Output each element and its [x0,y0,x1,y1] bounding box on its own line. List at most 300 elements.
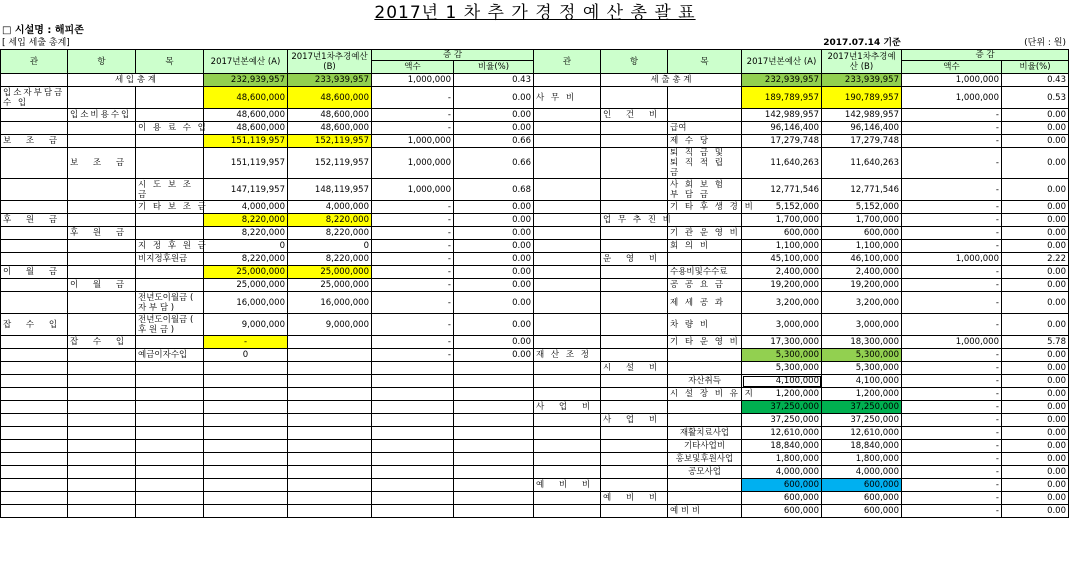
table-row [1,179,1069,201]
table-cell: 0.00 [1002,240,1069,253]
table-cell: 9,000,000 [288,314,372,336]
table-cell [601,440,668,453]
table-cell [1,349,68,362]
table-cell: 0.00 [1002,505,1069,518]
table-cell [534,279,601,292]
table-cell: 이 월 금 [1,266,68,279]
table-cell: 전년도이월금 ( 후 원 금 ) [136,314,204,336]
table-cell: 보 조 금 [1,135,68,148]
table-cell [68,122,136,135]
table-cell: 자산취득 [668,375,742,388]
table-cell: 이 용 료 수 입 [136,122,204,135]
table-cell [204,401,288,414]
table-cell: 0.66 [454,148,534,179]
table-cell: 1,100,000 [822,240,902,253]
table-cell [454,388,534,401]
table-cell [601,279,668,292]
table-cell: 이 월 금 [68,279,136,292]
table-cell [1,253,68,266]
table-cell [204,492,288,505]
table-cell: 0.53 [1002,87,1069,109]
table-cell [534,122,601,135]
table-cell [372,466,454,479]
table-cell: 퇴 직 금 및 퇴 직 적 립 금 [668,148,742,179]
table-cell: 1,100,000 [742,240,822,253]
table-cell: 5,300,000 [822,362,902,375]
table-cell: 1,800,000 [822,453,902,466]
table-cell [534,148,601,179]
table-cell [372,427,454,440]
table-cell [68,466,136,479]
table-cell: 0.00 [1002,292,1069,314]
table-cell: - [902,179,1002,201]
table-cell: - [902,148,1002,179]
table-cell: 25,000,000 [204,266,288,279]
table-cell [288,479,372,492]
table-cell: 운 영 비 [601,253,668,266]
table-cell: - [902,349,1002,362]
table-cell: - [372,292,454,314]
table-cell: 600,000 [742,227,822,240]
table-row [1,414,1069,427]
header-mok: 목 [668,50,742,74]
table-cell [136,388,204,401]
table-cell: 0.00 [1002,375,1069,388]
table-cell [372,453,454,466]
header-gwan: 관 [534,50,601,74]
header-mok: 목 [136,50,204,74]
table-cell [1,279,68,292]
table-cell: 0.00 [454,292,534,314]
table-cell [288,414,372,427]
table-cell [372,505,454,518]
header-ratio: 비율(%) [454,61,534,74]
table-cell: 147,119,957 [204,179,288,201]
table-cell: 지 정 후 원 금 [136,240,204,253]
table-cell [68,214,136,227]
table-cell: 8,220,000 [204,253,288,266]
table-cell [1,388,68,401]
table-cell: 600,000 [822,227,902,240]
table-cell: 0 [204,349,288,362]
table-cell [601,375,668,388]
table-cell [1,240,68,253]
table-row [1,227,1069,240]
table-cell [534,453,601,466]
table-cell: 8,220,000 [288,253,372,266]
table-cell: 0.00 [1002,362,1069,375]
table-cell [534,375,601,388]
table-cell: 0.00 [454,266,534,279]
table-cell [68,401,136,414]
table-cell: 25,000,000 [288,266,372,279]
table-cell [601,179,668,201]
table-cell: 8,220,000 [288,227,372,240]
table-cell [454,375,534,388]
table-cell: 잡 수 입 [68,336,136,349]
table-cell [668,349,742,362]
table-cell: 0.00 [454,253,534,266]
table-cell [534,109,601,122]
table-cell: 1,200,000 [822,388,902,401]
table-cell: 기 타 보 조 금 [136,201,204,214]
table-cell [68,479,136,492]
table-cell: - [902,427,1002,440]
table-cell: 4,000,000 [288,201,372,214]
table-cell [668,109,742,122]
table-row [1,427,1069,440]
table-cell: - [902,201,1002,214]
table-cell: 예 비 비 [601,492,668,505]
table-cell: 0.00 [1002,453,1069,466]
table-cell [68,87,136,109]
table-cell: 0.00 [1002,201,1069,214]
header-hang: 항 [68,50,136,74]
table-cell [668,253,742,266]
table-cell: 제 수 당 [668,135,742,148]
table-cell [372,375,454,388]
table-cell: 0.00 [1002,179,1069,201]
table-cell: 4,000,000 [204,201,288,214]
table-cell: - [902,401,1002,414]
table-cell [668,492,742,505]
table-cell [1,201,68,214]
table-cell: - [372,253,454,266]
table-cell: 0.00 [1002,314,1069,336]
table-cell: 232,939,957 [204,74,288,87]
table-cell: 사 무 비 [534,87,601,109]
table-cell [136,427,204,440]
table-cell [534,414,601,427]
table-cell: 232,939,957 [742,74,822,87]
header-revised-budget: 2017년1차추경예산 (B) [288,50,372,74]
table-cell [601,505,668,518]
table-cell [68,266,136,279]
table-row [1,74,1069,87]
table-cell [288,336,372,349]
table-cell [601,427,668,440]
table-cell [601,479,668,492]
table-cell: 0.00 [1002,349,1069,362]
table-cell [68,388,136,401]
table-cell [601,201,668,214]
table-subtitle: [ 세입 세출 총계] [2,38,70,48]
table-cell [1,505,68,518]
table-cell [454,427,534,440]
table-cell: 예 비 비 [534,479,601,492]
table-cell: 37,250,000 [742,401,822,414]
table-cell: - [372,279,454,292]
table-cell [136,440,204,453]
table-cell: 96,146,400 [742,122,822,135]
table-cell [136,362,204,375]
document-title: 2017년 1 차 추 가 경 정 예 산 총 괄 표 [374,3,696,23]
table-cell: - [902,466,1002,479]
table-cell: 1,000,000 [372,135,454,148]
table-cell [601,227,668,240]
table-row [1,109,1069,122]
table-cell: - [372,349,454,362]
table-row [1,240,1069,253]
table-cell: 기타사업비 [668,440,742,453]
table-cell [68,292,136,314]
table-cell: 0.00 [1002,388,1069,401]
table-cell [601,87,668,109]
table-cell: - [372,122,454,135]
table-cell: 1,000,000 [902,74,1002,87]
table-cell: 기 관 운 영 비 [668,227,742,240]
table-cell: 1,000,000 [372,148,454,179]
table-cell: 보 조 금 [68,148,136,179]
table-cell [668,214,742,227]
table-cell: 8,220,000 [204,214,288,227]
table-cell: 기 타 운 영 비 [668,336,742,349]
table-row [1,453,1069,466]
table-cell: - [372,227,454,240]
table-cell: 0.00 [454,240,534,253]
table-cell: 48,600,000 [204,122,288,135]
table-row [1,122,1069,135]
table-cell: 9,000,000 [204,314,288,336]
table-cell: 151,119,957 [204,148,288,179]
table-row [1,349,1069,362]
table-cell: 48,600,000 [204,87,288,109]
table-cell [534,492,601,505]
table-cell [288,401,372,414]
table-cell: 233,939,957 [288,74,372,87]
table-cell: 46,100,000 [822,253,902,266]
table-row [1,362,1069,375]
table-cell [68,440,136,453]
table-row [1,479,1069,492]
table-cell: 5.78 [1002,336,1069,349]
table-cell: - [902,109,1002,122]
table-cell [68,362,136,375]
table-cell: 152,119,957 [288,148,372,179]
table-cell [288,453,372,466]
table-cell: 예 비 비 [668,505,742,518]
table-cell: - [902,479,1002,492]
table-cell [601,349,668,362]
table-cell: - [372,314,454,336]
table-cell [68,314,136,336]
table-cell: 0.43 [1002,74,1069,87]
table-cell [68,135,136,148]
table-cell [372,492,454,505]
table-cell [68,375,136,388]
table-cell: 전년도이월금 ( 자 부 담 ) [136,292,204,314]
table-cell: - [372,240,454,253]
table-cell [534,135,601,148]
table-cell [534,314,601,336]
table-cell [204,427,288,440]
table-cell [288,349,372,362]
table-cell: 142,989,957 [742,109,822,122]
table-cell: 233,939,957 [822,74,902,87]
table-cell [68,492,136,505]
table-cell: 1,000,000 [902,87,1002,109]
table-cell: 0.43 [454,74,534,87]
table-cell: 0.66 [454,135,534,148]
table-cell: 0.00 [1002,427,1069,440]
table-cell: 후 원 금 [1,214,68,227]
table-cell: 1,200,000 [742,388,822,401]
table-cell: 600,000 [742,492,822,505]
table-row [1,292,1069,314]
table-cell: 0.00 [454,314,534,336]
table-cell [136,401,204,414]
header-ratio: 비율(%) [1002,61,1069,74]
table-cell [1,492,68,505]
table-cell: 17,279,748 [822,135,902,148]
table-cell [1,148,68,179]
table-cell [136,466,204,479]
table-cell: 37,250,000 [822,414,902,427]
header-amount: 액수 [902,61,1002,74]
table-cell [534,240,601,253]
table-cell [136,227,204,240]
table-cell [534,227,601,240]
table-cell [668,362,742,375]
table-cell: - [372,201,454,214]
header-change: 증 감 [372,50,534,61]
table-cell: 0.00 [454,227,534,240]
table-cell: 재 산 조 정 [534,349,601,362]
table-cell: 12,771,546 [822,179,902,201]
table-cell: 공모사업 [668,466,742,479]
table-cell: - [902,292,1002,314]
table-cell: - [372,266,454,279]
table-cell [288,440,372,453]
table-cell [454,362,534,375]
table-cell: 회 의 비 [668,240,742,253]
table-cell [1,401,68,414]
header-base-budget: 2017년본예산 (A) [742,50,822,74]
table-cell: 18,840,000 [822,440,902,453]
table-cell: 입소자부담금수 입 [1,87,68,109]
table-row [1,214,1069,227]
table-cell: 0.00 [454,87,534,109]
table-cell [601,135,668,148]
table-cell [534,427,601,440]
table-row [1,87,1069,109]
table-cell: 0.00 [1002,135,1069,148]
table-cell [534,336,601,349]
table-cell [204,362,288,375]
table-cell [204,505,288,518]
table-cell: 사 업 비 [601,414,668,427]
table-cell: 업 무 추 진 비 [601,214,668,227]
table-cell: - [372,336,454,349]
table-cell: 수용비및수수료 [668,266,742,279]
table-cell [534,362,601,375]
table-cell: 비지정후원금 [136,253,204,266]
table-cell: 600,000 [742,505,822,518]
table-cell: - [902,279,1002,292]
table-cell: 1,700,000 [742,214,822,227]
table-cell [204,440,288,453]
table-cell: 공 공 요 금 [668,279,742,292]
table-cell: 190,789,957 [822,87,902,109]
header-base-budget: 2017년본예산 (A) [204,50,288,74]
table-cell [288,427,372,440]
table-cell [68,427,136,440]
table-cell: 시 설 장 비 유 지 [668,388,742,401]
table-cell [534,388,601,401]
table-cell [136,135,204,148]
table-row [1,148,1069,179]
table-cell [372,479,454,492]
budget-rows [1,74,1069,518]
header-amount: 액수 [372,61,454,74]
table-cell: 사 업 비 [534,401,601,414]
table-cell [1,427,68,440]
table-cell [534,466,601,479]
table-cell [68,349,136,362]
table-cell [136,279,204,292]
table-row [1,253,1069,266]
table-cell: 16,000,000 [288,292,372,314]
table-cell: 8,220,000 [204,227,288,240]
table-cell [1,362,68,375]
table-cell [534,74,601,87]
table-cell [1,453,68,466]
table-cell [68,253,136,266]
table-cell [534,440,601,453]
table-cell: 48,600,000 [288,122,372,135]
table-cell [372,401,454,414]
table-cell [136,414,204,427]
table-cell: 0.00 [1002,214,1069,227]
table-cell: - [902,388,1002,401]
table-cell [1,179,68,201]
table-cell [601,314,668,336]
table-cell [68,453,136,466]
table-cell: 12,771,546 [742,179,822,201]
table-cell: 96,146,400 [822,122,902,135]
table-cell: 19,200,000 [742,279,822,292]
table-cell: 48,600,000 [204,109,288,122]
table-cell: 142,989,957 [822,109,902,122]
table-cell: 25,000,000 [204,279,288,292]
table-cell: 1,000,000 [372,74,454,87]
table-cell: 0.68 [454,179,534,201]
table-cell [68,179,136,201]
table-cell: 600,000 [742,479,822,492]
table-cell: 0.00 [1002,148,1069,179]
table-cell [454,479,534,492]
table-cell [601,401,668,414]
table-cell: 19,200,000 [822,279,902,292]
table-cell [534,266,601,279]
table-cell: 3,200,000 [822,292,902,314]
table-row [1,266,1069,279]
table-cell [1,336,68,349]
table-cell [136,479,204,492]
table-cell: - [902,375,1002,388]
table-cell: 사 회 보 험 부 담 금 [668,179,742,201]
facility-name: □ 시설명 : 해피존 [2,25,84,36]
table-cell: - [372,214,454,227]
table-cell: 차 량 비 [668,314,742,336]
table-cell: 0.00 [1002,122,1069,135]
table-cell: 0 [204,240,288,253]
table-cell: 2,400,000 [742,266,822,279]
table-cell [1,74,68,87]
table-cell: 잡 수 입 [1,314,68,336]
table-cell [68,414,136,427]
table-row [1,440,1069,453]
